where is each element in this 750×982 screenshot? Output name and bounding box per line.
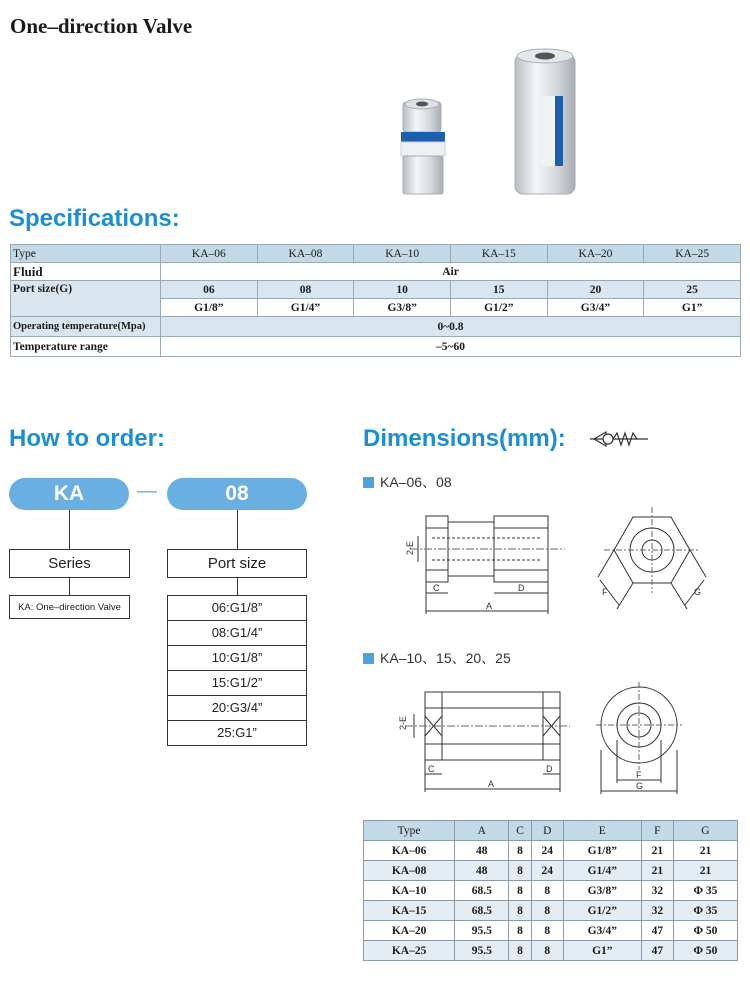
dim-cell: 21	[673, 861, 737, 881]
spec-port-thread: G1”	[644, 299, 741, 317]
dim-cell: Φ 35	[673, 881, 737, 901]
spec-fluid-value: Air	[161, 263, 741, 281]
small-valve-image	[401, 99, 445, 194]
dimensions-heading: Dimensions(mm):	[363, 425, 566, 452]
large-valve-image	[515, 49, 575, 194]
order-code-series: KA	[9, 478, 129, 510]
dim-cell: G1/4”	[563, 861, 641, 881]
spec-port-code: 10	[354, 281, 451, 299]
dim-label-a: A	[486, 601, 493, 611]
drawing-small-side-view	[400, 508, 580, 620]
dim-label-f: F	[602, 587, 608, 597]
spec-header-cell: KA–15	[450, 245, 547, 263]
spec-header-type: Type	[11, 245, 161, 263]
dim-label-c: C	[433, 583, 440, 593]
spec-fluid-label: Fluid	[11, 263, 161, 281]
port-size-box: Port size	[167, 549, 307, 578]
port-option: 20:G3/4”	[168, 696, 306, 721]
spec-op-temp-label: Operating temperature(Mpa)	[11, 317, 161, 337]
dim-cell: 8	[509, 901, 531, 921]
dim-cell: KA–06	[364, 841, 455, 861]
spec-header-cell: KA–10	[354, 245, 451, 263]
dim-label-f: F	[636, 770, 642, 780]
dim-header-cell: F	[641, 821, 673, 841]
port-option: 10:G1/8”	[168, 646, 306, 671]
dim-cell: KA–25	[364, 941, 455, 961]
spec-temp-range-row	[11, 337, 741, 357]
spec-temp-range-value: –5~60	[161, 337, 741, 357]
table-row	[364, 921, 738, 941]
dim-cell: 8	[509, 921, 531, 941]
table-row	[364, 941, 738, 961]
dim-cell: 95.5	[455, 941, 509, 961]
dim-header-row	[364, 821, 738, 841]
table-row	[364, 901, 738, 921]
dim-cell: 8	[509, 841, 531, 861]
series-description-box: KA: One–direction Valve	[9, 595, 130, 619]
spec-header-cell: KA–20	[547, 245, 644, 263]
spec-temp-range-label: Temperature range	[11, 337, 161, 357]
spec-header-cell: KA–08	[257, 245, 354, 263]
spec-port-code: 06	[161, 281, 258, 299]
order-code-port: 08	[167, 478, 307, 510]
dim-cell: 24	[531, 841, 563, 861]
dim-cell: Φ 50	[673, 921, 737, 941]
dim-cell: 8	[531, 901, 563, 921]
dim-cell: 8	[531, 941, 563, 961]
spec-port-code: 15	[450, 281, 547, 299]
table-row	[364, 881, 738, 901]
dim-cell: KA–15	[364, 901, 455, 921]
check-valve-symbol-icon	[588, 428, 650, 450]
spec-port-code: 20	[547, 281, 644, 299]
dim-label-g: G	[636, 781, 644, 791]
dim-cell: 48	[455, 841, 509, 861]
dim-cell: 47	[641, 941, 673, 961]
table-row	[364, 861, 738, 881]
port-options-list	[167, 595, 307, 746]
spec-port-thread: G3/4”	[547, 299, 644, 317]
dim-cell: G1”	[563, 941, 641, 961]
spec-op-temp-row	[11, 317, 741, 337]
specifications-table	[10, 244, 741, 357]
dimension-group-2	[363, 648, 511, 668]
specifications-heading: Specifications:	[9, 205, 180, 232]
page-title: One–direction Valve	[10, 14, 193, 38]
dim-cell: 68.5	[455, 901, 509, 921]
dim-label-g: G	[694, 587, 702, 597]
dim-cell: 8	[509, 861, 531, 881]
dim-cell: 21	[641, 841, 673, 861]
dim-cell: 21	[673, 841, 737, 861]
dim-header-cell: G	[673, 821, 737, 841]
drawing-large-side-view	[390, 686, 575, 798]
port-option: 06:G1/8”	[168, 596, 306, 621]
dim-header-cell: Type	[364, 821, 455, 841]
dim-cell: 8	[509, 941, 531, 961]
spec-port-label: Port size(G)	[11, 281, 161, 317]
connector-line	[237, 578, 238, 595]
port-option: 15:G1/2”	[168, 671, 306, 696]
dim-header-cell: E	[563, 821, 641, 841]
spec-op-temp-value: 0~0.8	[161, 317, 741, 337]
dim-label-c: C	[428, 764, 435, 774]
series-box: Series	[9, 549, 130, 578]
dimension-group-1-label: KA–06、08	[380, 474, 452, 490]
dimension-group-1	[363, 472, 452, 492]
dim-cell: Φ 35	[673, 901, 737, 921]
spec-port-thread: G1/4”	[257, 299, 354, 317]
spec-port-thread: G1/8”	[161, 299, 258, 317]
dim-cell: G3/8”	[563, 881, 641, 901]
dim-cell: 68.5	[455, 881, 509, 901]
product-photo	[395, 44, 595, 204]
connector-line	[69, 578, 70, 595]
spec-port-thread: G3/8”	[354, 299, 451, 317]
how-to-order-heading: How to order:	[9, 425, 165, 452]
dim-cell: 8	[531, 881, 563, 901]
dim-header-cell: C	[509, 821, 531, 841]
dimension-group-2-label: KA–10、15、20、25	[380, 650, 511, 666]
spec-port-code: 25	[644, 281, 741, 299]
dimensions-table	[363, 820, 738, 961]
drawing-large-end-view	[592, 680, 692, 800]
spec-port-code: 08	[257, 281, 354, 299]
dim-label-d: D	[546, 764, 553, 774]
dim-cell: 32	[641, 881, 673, 901]
connector-line	[69, 510, 70, 549]
dim-cell: 47	[641, 921, 673, 941]
spec-port-row	[11, 281, 741, 299]
bullet-square-icon	[363, 653, 374, 664]
dim-cell: 95.5	[455, 921, 509, 941]
table-row	[364, 841, 738, 861]
dim-cell: KA–08	[364, 861, 455, 881]
spec-header-row	[11, 245, 741, 263]
dim-cell: 48	[455, 861, 509, 881]
dim-cell: 8	[531, 921, 563, 941]
dim-cell: 8	[509, 881, 531, 901]
dim-header-cell: D	[531, 821, 563, 841]
dim-cell: 21	[641, 861, 673, 881]
dim-cell: G3/4”	[563, 921, 641, 941]
dim-cell: KA–10	[364, 881, 455, 901]
drawing-small-end-view	[586, 505, 716, 617]
dim-label-a: A	[488, 779, 495, 789]
connector-line	[237, 510, 238, 549]
dim-cell: 24	[531, 861, 563, 881]
dim-cell: G1/8”	[563, 841, 641, 861]
order-code-dash: —	[137, 480, 157, 502]
dim-header-cell: A	[455, 821, 509, 841]
port-option: 08:G1/4”	[168, 621, 306, 646]
dim-label-d: D	[518, 583, 525, 593]
dim-cell: Φ 50	[673, 941, 737, 961]
spec-fluid-row	[11, 263, 741, 281]
spec-header-cell: KA–25	[644, 245, 741, 263]
dim-cell: G1/2”	[563, 901, 641, 921]
spec-header-cell: KA–06	[161, 245, 258, 263]
dim-label-e: 2-E	[405, 540, 415, 555]
bullet-square-icon	[363, 477, 374, 488]
dim-cell: KA–20	[364, 921, 455, 941]
port-option: 25:G1”	[217, 725, 257, 740]
dim-label-e: 2-E	[398, 715, 408, 730]
dim-cell: 32	[641, 901, 673, 921]
spec-port-thread: G1/2”	[450, 299, 547, 317]
